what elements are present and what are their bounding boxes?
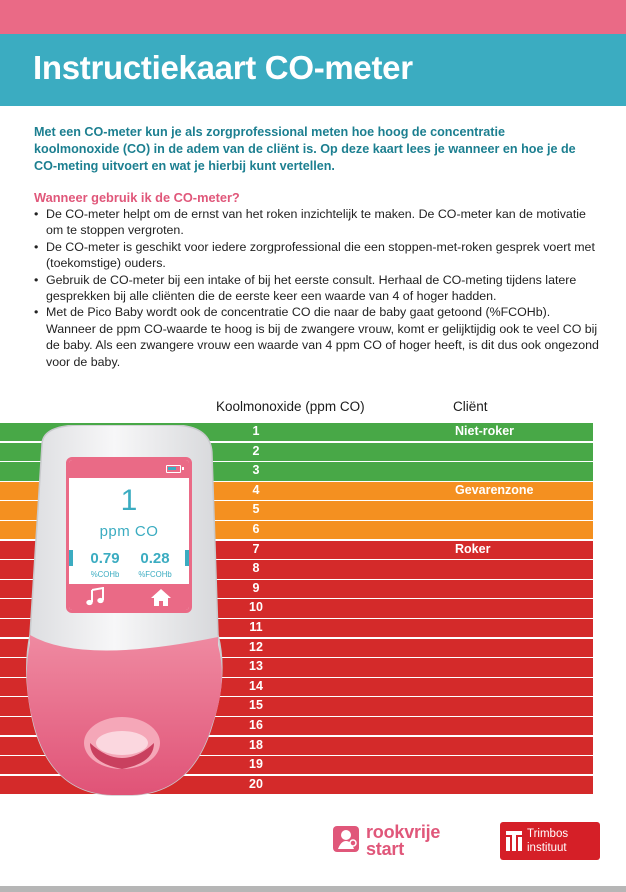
rookvrije-start-logo — [333, 822, 473, 862]
page-title: Instructiekaart CO-meter — [33, 49, 413, 86]
home-icon — [149, 587, 173, 607]
scale-value: 11 — [249, 619, 263, 634]
scale-zone-label: Niet-roker — [455, 424, 515, 438]
screen-button-bar — [69, 584, 189, 610]
scale-value: 5 — [252, 502, 260, 517]
rookvrije-text: rookvrije — [366, 822, 441, 842]
trimbos-mark-icon — [506, 831, 522, 851]
fcohb-value: 0.28 — [140, 550, 170, 567]
scale-value: 8 — [252, 561, 260, 576]
column-heading-client: Cliënt — [453, 399, 488, 414]
scale-value: 3 — [252, 463, 260, 478]
bullet-item: • Met de Pico Baby wordt ook de concentratie CO die naar de baby gaat getoond (%FCOHb). Wanneer de ppm CO-waarde te hoog is bij de zwangere vrouw, komt er gelijktijdig ook te veel CO bij de baby. Als een zwangere vrouw een waarde van 4 ppm CO of hoger heeft, is dit dus ook ongezond voor de baby. — [34, 304, 600, 370]
screen-side-marker — [69, 550, 73, 566]
bullet-item: • De CO-meter is geschikt voor iedere zorgprofessional die een stoppen-met-roken gesprek voert met (toekomstige) ouders. — [34, 239, 600, 272]
rookvrije-start-mark-icon — [333, 824, 361, 854]
bullet-item: • De CO-meter helpt om de ernst van het roken inzichtelijk te maken. De CO-meter kan de motivatie om te stoppen vergroten. — [34, 206, 600, 239]
section-heading: Wanneer gebruik ik de CO-meter? — [34, 190, 240, 205]
scale-value: 20 — [249, 776, 263, 791]
footer-bar — [0, 886, 626, 892]
ppm-unit: ppm CO — [99, 523, 159, 540]
battery-icon — [166, 465, 181, 473]
scale-value: 19 — [249, 757, 263, 772]
screen-status-bar — [69, 460, 189, 478]
usage-bullet-list — [34, 206, 600, 370]
scale-value: 6 — [252, 521, 260, 536]
cohb-value: 0.79 — [90, 550, 120, 567]
fcohb-label: %FCOHb — [138, 570, 172, 579]
start-text: start — [366, 839, 405, 859]
scale-zone-label: Roker — [455, 541, 491, 556]
scale-value: 9 — [252, 580, 260, 595]
cohb-label: %COHb — [90, 570, 120, 579]
screen-side-marker — [185, 550, 189, 566]
top-accent-bar — [0, 0, 626, 34]
trimbos-text: Trimbos — [527, 828, 569, 840]
scale-value: 4 — [252, 482, 260, 497]
scale-value: 15 — [249, 698, 263, 713]
bullet-item: • Gebruik de CO-meter bij een intake of bij het eerste consult. Herhaal de CO-meting tijdens latere gesprekken bij alle cliënten die de eerste keer een waarde van 4 of hoger hadden. — [34, 272, 600, 305]
scale-value: 16 — [249, 717, 263, 732]
scale-value: 7 — [252, 541, 260, 556]
scale-value: 18 — [249, 737, 263, 752]
music-icon — [83, 587, 107, 607]
scale-value: 1 — [252, 424, 260, 438]
device-screen — [66, 457, 192, 613]
scale-value: 10 — [249, 600, 263, 615]
scale-zone-label: Gevarenzone — [455, 482, 534, 497]
scale-value: 12 — [249, 639, 263, 654]
instituut-text: instituut — [527, 842, 567, 854]
scale-value: 2 — [252, 443, 260, 458]
trimbos-instituut-logo — [500, 822, 600, 860]
co-meter-device — [22, 425, 228, 797]
ppm-reading: 1 — [120, 484, 138, 517]
column-heading-ppm: Koolmonoxide (ppm CO) — [216, 399, 365, 414]
scale-value: 13 — [249, 659, 263, 674]
intro-paragraph: Met een CO-meter kun je als zorgprofessional meten hoe hoog de concentratie koolmonoxide (CO) in de adem van de cliënt is. Op deze kaart lees je wanneer en hoe je de CO-meting uitvoert en wat je hierbij kunt vertellen. — [34, 125, 576, 173]
scale-value: 14 — [249, 678, 263, 693]
